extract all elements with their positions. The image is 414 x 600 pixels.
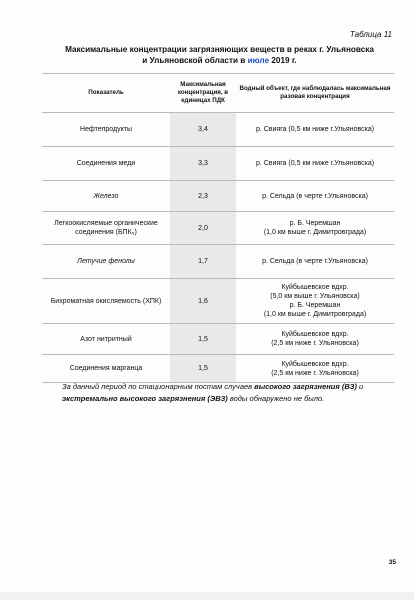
- table-row: [42, 181, 394, 212]
- note-text-2: и: [356, 382, 364, 391]
- cell-max-concentration: 2,0: [170, 212, 236, 245]
- cell-indicator: Бихроматная окисляемость (ХПК): [42, 279, 170, 324]
- cell-indicator: Железо: [42, 181, 170, 212]
- water-body-line: (1,0 км выше г. Димитровграда): [263, 311, 367, 318]
- header-indicator: Показатель: [42, 74, 170, 113]
- title-line-2: [55, 55, 384, 66]
- table-row: [42, 279, 394, 324]
- table-row: [42, 245, 394, 279]
- title-line-1: Максимальные концентрации загрязняющих веществ в реках г. Ульяновска: [65, 45, 374, 54]
- water-body-line: Куйбышевское вдхр.: [281, 360, 349, 368]
- scan-edge: [0, 592, 414, 600]
- cell-water-body: [236, 355, 394, 383]
- cell-water-body: [236, 113, 394, 147]
- water-body-line: р. Б. Черемшан: [289, 220, 341, 227]
- cell-indicator: Легкоокисляемые органические соединения (БПК₅): [42, 212, 170, 245]
- water-body-line: р. Свияга (0,5 км ниже г.Ульяновска): [255, 126, 375, 133]
- cell-indicator: Азот нитритный: [42, 324, 170, 355]
- note-text-1: За данный период по стационарным постам случаев: [62, 382, 255, 391]
- cell-max-concentration: 1,6: [170, 279, 236, 324]
- page-number: 35: [388, 559, 396, 566]
- water-body-line: Куйбышевское вдхр.: [281, 284, 349, 291]
- pollutant-table: [42, 73, 394, 383]
- cell-indicator: Летучие фенолы: [42, 245, 170, 279]
- water-body-line: (2,5 км ниже г. Ульяновска): [271, 369, 359, 377]
- cell-water-body: [236, 279, 394, 324]
- cell-max-concentration: 3,3: [170, 147, 236, 181]
- cell-max-concentration: 1,5: [170, 355, 236, 383]
- water-body-line: (2,5 км ниже г. Ульяновска): [271, 340, 359, 347]
- table-label: Таблица 11: [349, 30, 392, 39]
- header-max-concentration: Максимальная концентрация, в единицах ПДК: [170, 74, 236, 113]
- note-bold-2: экстремально высокого загрязнения (ЭВЗ): [62, 394, 228, 403]
- header-water-body: Водный объект, где наблюдалась максимальная разовая концентрация: [236, 74, 394, 113]
- cell-water-body: [236, 147, 394, 181]
- water-body-line: р. Свияга (0,5 км ниже г.Ульяновска): [255, 160, 375, 167]
- cell-water-body: [236, 212, 394, 245]
- cell-max-concentration: 2,3: [170, 181, 236, 212]
- title-line-2-end: 2019 г.: [269, 56, 297, 65]
- water-body-line: р. Сельда (в черте г.Ульяновска): [262, 192, 368, 200]
- cell-max-concentration: 1,7: [170, 245, 236, 279]
- cell-max-concentration: 1,5: [170, 324, 236, 355]
- table-row: [42, 147, 394, 181]
- water-body-line: Куйбышевское вдхр.: [281, 331, 349, 338]
- table-row: [42, 113, 394, 147]
- water-body-line: (1,0 км выше г. Димитровграда): [263, 229, 367, 236]
- cell-indicator: Нефтепродукты: [42, 113, 170, 147]
- water-body-line: (5,0 км выше г. Ульяновска): [270, 293, 360, 300]
- cell-indicator: Соединения марганца: [42, 355, 170, 383]
- table-row: [42, 355, 394, 383]
- cell-water-body: [236, 324, 394, 355]
- cell-water-body: [236, 245, 394, 279]
- water-body-line: р. Сельда (в черте г.Ульяновска): [262, 258, 368, 265]
- note-paragraph: [62, 381, 389, 405]
- title-line-2-start: и Ульяновской области в: [142, 56, 248, 65]
- cell-water-body: [236, 181, 394, 212]
- cell-indicator: Соединения меди: [42, 147, 170, 181]
- note-bold-1: высокого загрязнения (ВЗ): [254, 382, 357, 391]
- title-month: июле: [247, 56, 270, 65]
- water-body-line: р. Б. Черемшан: [289, 302, 341, 309]
- table-header-row: [42, 74, 394, 113]
- cell-max-concentration: 3,4: [170, 113, 236, 147]
- table-body: [42, 113, 394, 383]
- table-row: [42, 212, 394, 245]
- note-text-3: воды обнаружено не было.: [227, 394, 325, 403]
- table-row: [42, 324, 394, 355]
- table-title: [55, 44, 384, 66]
